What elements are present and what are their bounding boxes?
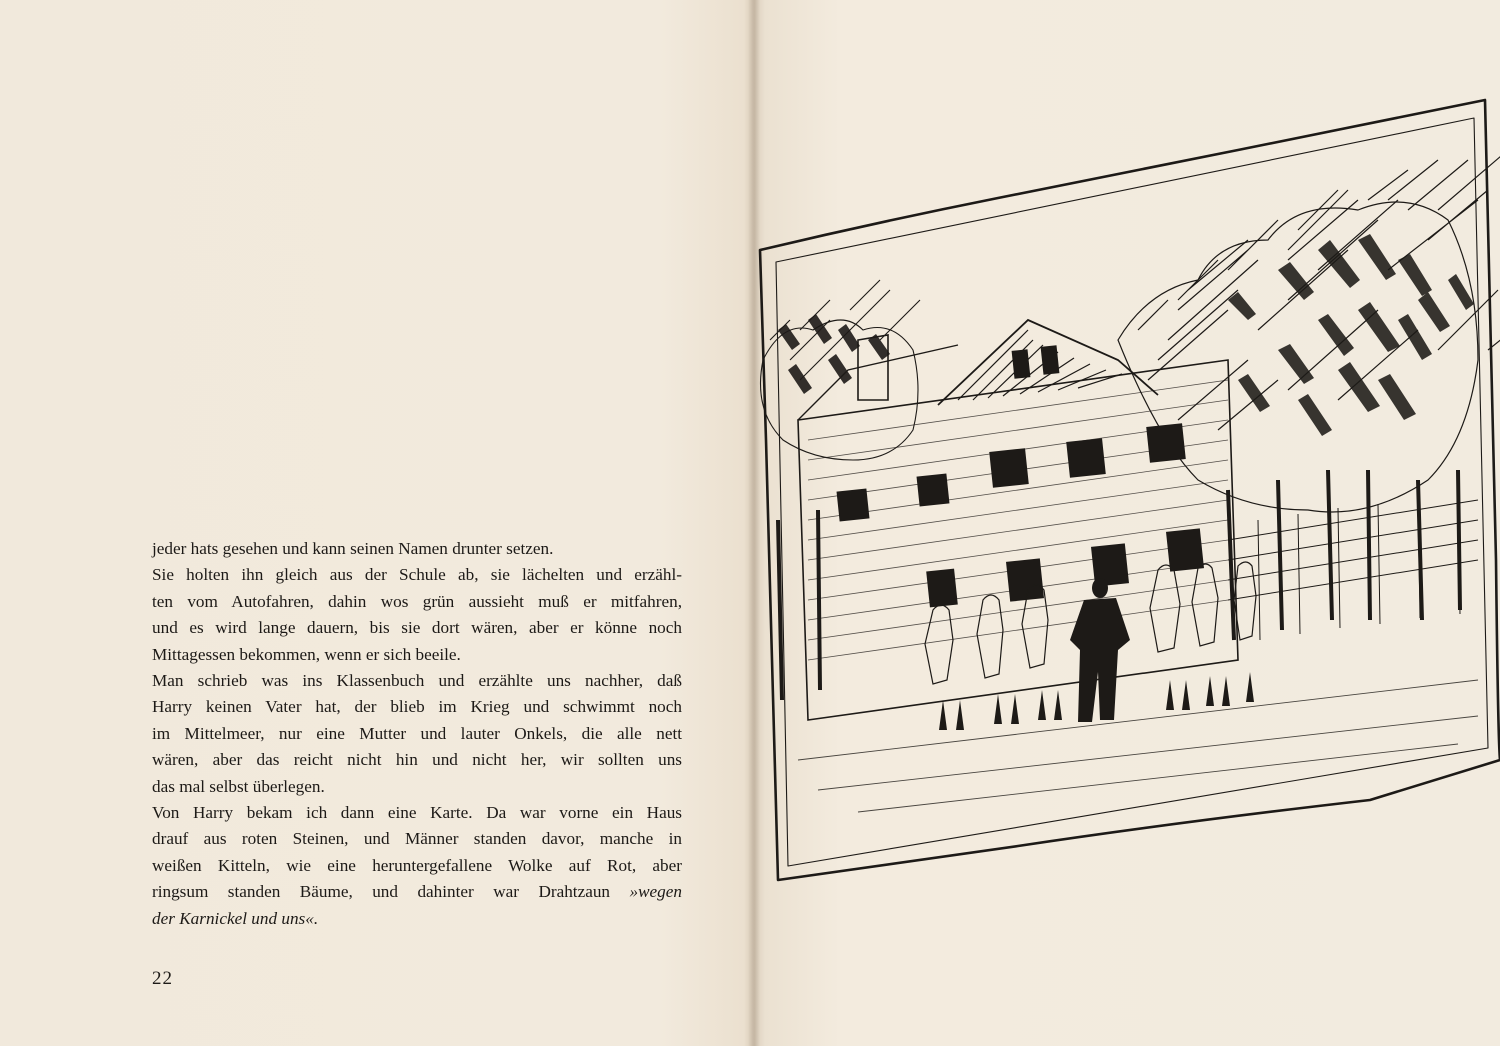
text-line: das mal selbst überlegen.: [152, 776, 325, 796]
postcard-frame: [760, 100, 1500, 880]
wall-hatching: [808, 380, 1228, 660]
text-line: Man schrieb was ins Klassenbuch und erzählte uns nachher, daß: [152, 671, 682, 691]
text-segment: ringsum standen Bäume, und dahinter war Drahtzaun: [152, 882, 611, 902]
man-in-dark-suit: [1070, 578, 1130, 722]
text-line-with-italic: [152, 879, 682, 905]
page-number: 22: [152, 968, 173, 989]
text-line: Harry keinen Vater hat, der blieb im Krieg und schwimmt noch: [152, 697, 682, 717]
text-line: ten vom Autofahren, dahin wos grün aussieht muß er mitfahren,: [152, 591, 682, 611]
text-line: jeder hats gesehen und kann seinen Namen drunter setzen.: [152, 539, 554, 558]
text-line: weißen Kitteln, wie eine heruntergefallene Wolke auf Rot, aber: [152, 855, 682, 875]
italic-text-segment: »wegen: [629, 882, 683, 902]
tree-shading-right: [1228, 234, 1474, 436]
tree-shading-left: [778, 314, 890, 394]
text-line: Sie holten ihn gleich aus der Schule ab, sie lächelten und erzähl-: [152, 565, 682, 585]
fence: [1228, 494, 1478, 640]
body-text: [152, 536, 682, 932]
text-line: und es wird lange dauern, bis sie dort wären, aber er könne noch: [152, 618, 682, 638]
text-line: Mittagessen bekommen, wenn er sich beeile.: [152, 644, 461, 664]
right-page: [758, 0, 1500, 1046]
house: [798, 320, 1238, 720]
ground-lines: [798, 680, 1478, 812]
roof-hatching: [958, 330, 1122, 400]
text-line: wären, aber das reicht nicht hin und nicht her, wir sollten uns: [152, 750, 682, 770]
text-line: drauf aus roten Steinen, und Männer standen davor, manche in: [152, 829, 682, 849]
tree-trunks: [778, 470, 1460, 700]
postcard-illustration: [758, 0, 1500, 1046]
text-line: Von Harry bekam ich dann eine Karte. Da war vorne ein Haus: [152, 803, 682, 823]
italic-text-line: der Karnickel und uns«.: [152, 908, 319, 928]
text-line: im Mittelmeer, nur eine Mutter und lauter Onkels, die alle nett: [152, 723, 682, 743]
